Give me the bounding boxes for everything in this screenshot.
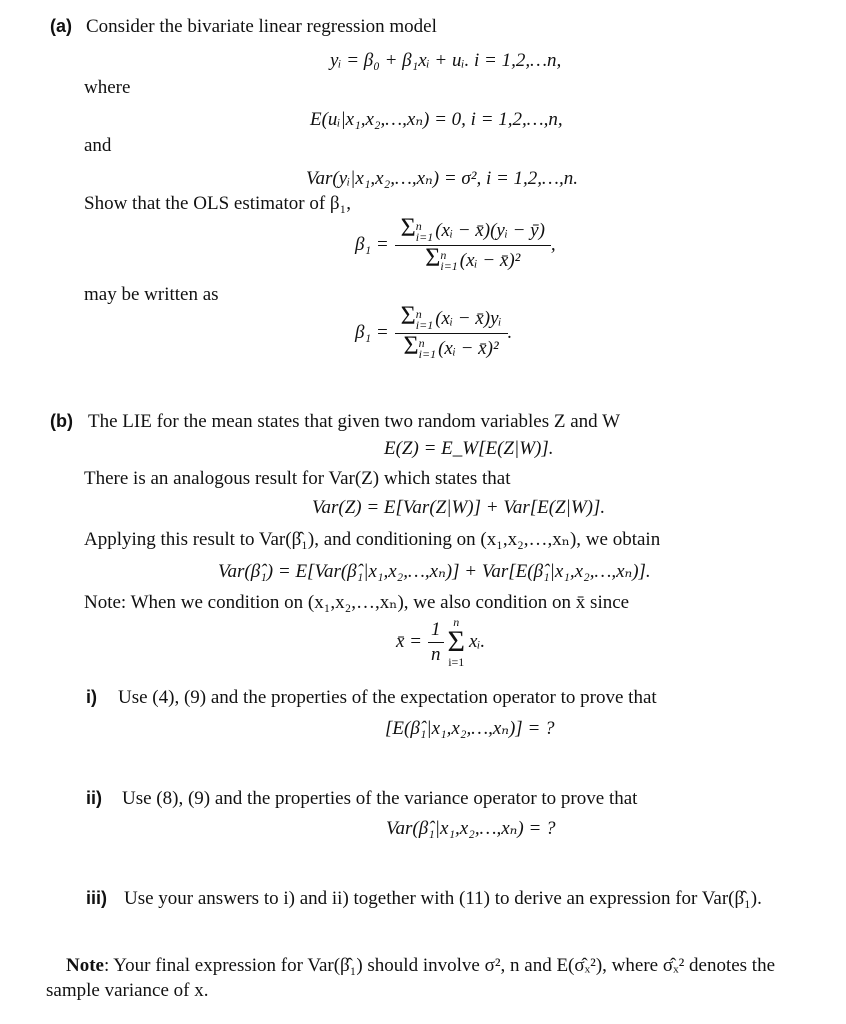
xbar-definition — [396, 616, 485, 668]
final-note — [66, 955, 775, 977]
final-note-bold: Note — [66, 955, 104, 976]
eq-conditional-variance: Var(yᵢ|x₁,x₂,…,xₙ) = σ², i = 1,2,…,n. — [306, 168, 578, 189]
subpart-iii-label: iii) — [86, 888, 107, 908]
xbar-denominator: n — [431, 643, 441, 665]
estimator-trailing-comma: , — [550, 234, 556, 256]
subpart-ii-text: Use (8), (9) and the properties of the variance operator to prove that — [122, 788, 638, 809]
subpart-ii-label: ii) — [86, 788, 102, 808]
ols-estimator-definition — [355, 213, 556, 274]
xbar-sum: n Σ i=1 — [447, 615, 465, 669]
subpart-i-equation: [E(β̂₁|x₁,x₂,…,xₙ)] = ? — [385, 718, 555, 739]
show-statement: Show that the OLS estimator of β₁, — [84, 193, 351, 214]
xbar-numerator: 1 — [428, 619, 444, 643]
eq-law-total-variance: Var(Z) = E[Var(Z|W)] + Var[E(Z|W)]. — [312, 497, 606, 518]
where-label: where — [84, 77, 131, 98]
part-a-label: (a) — [50, 16, 72, 36]
estimator-alt-trailing-period: . — [507, 322, 513, 344]
part-b-intro: The LIE for the mean states that given two random variables Z and W — [88, 411, 620, 432]
estimator-numerator: Σ n i=1 (xᵢ − x̄)(yᵢ − ȳ) — [395, 218, 551, 246]
xbar-rhs: xᵢ. — [468, 631, 486, 652]
estimator-alt-lhs: β₁ = — [355, 322, 389, 344]
estimator-fraction — [395, 213, 551, 274]
estimator-alt-numerator: Σ n i=1 (xᵢ − x̄)yᵢ — [395, 306, 508, 334]
subpart-i-label: i) — [86, 687, 97, 707]
estimator-denominator: Σ n i=1 (xᵢ − x̄)² — [425, 242, 521, 274]
subpart-ii-equation: Var(β̂₁|x₁,x₂,…,xₙ) = ? — [386, 818, 556, 839]
subpart-iii-text: Use your answers to i) and ii) together with (11) to derive an expression for Var(β̂₁). — [124, 888, 762, 909]
final-note-line2: sample variance of x. — [46, 980, 209, 1001]
estimator-alt-fraction — [395, 301, 508, 362]
eq-variance-decomposition: Var(β̂₁) = E[Var(β̂₁|x₁,x₂,…,xₙ)] + Var[E(β̂₁|x₁,x₂,…,xₙ)]. — [218, 561, 651, 582]
part-a-intro: Consider the bivariate linear regression model — [86, 16, 437, 37]
final-note-text: : Your final expression for Var(β̂₁) should involve σ², n and E(σ̂ₓ²), where σ̂ₓ² denotes the — [103, 955, 776, 976]
estimator-lhs: β₁ = — [355, 234, 389, 256]
condition-note: Note: When we condition on (x₁,x₂,…,xₙ), we also condition on x̄ since — [84, 592, 630, 613]
may-be-written-as: may be written as — [84, 284, 219, 305]
xbar-fraction — [428, 619, 444, 666]
analogous-result-text: There is an analogous result for Var(Z) which states that — [84, 468, 511, 489]
subpart-i-text: Use (4), (9) and the properties of the expectation operator to prove that — [118, 687, 657, 708]
part-b-label: (b) — [50, 411, 73, 431]
eq-model: yᵢ = β₀ + β₁xᵢ + uᵢ. i = 1,2,…n, — [330, 50, 562, 71]
eq-conditional-expectation: E(uᵢ|x₁,x₂,…,xₙ) = 0, i = 1,2,…,n, — [310, 109, 563, 130]
and-label: and — [84, 135, 112, 156]
eq-lie-mean: E(Z) = E_W[E(Z|W)]. — [384, 438, 554, 459]
applying-result-text: Applying this result to Var(β̂₁), and conditioning on (x₁,x₂,…,xₙ), we obtain — [84, 529, 661, 550]
ols-estimator-alternative — [355, 301, 513, 362]
estimator-alt-denominator: Σ n i=1 (xᵢ − x̄)² — [403, 330, 499, 362]
xbar-lhs: x̄ = — [396, 631, 423, 652]
